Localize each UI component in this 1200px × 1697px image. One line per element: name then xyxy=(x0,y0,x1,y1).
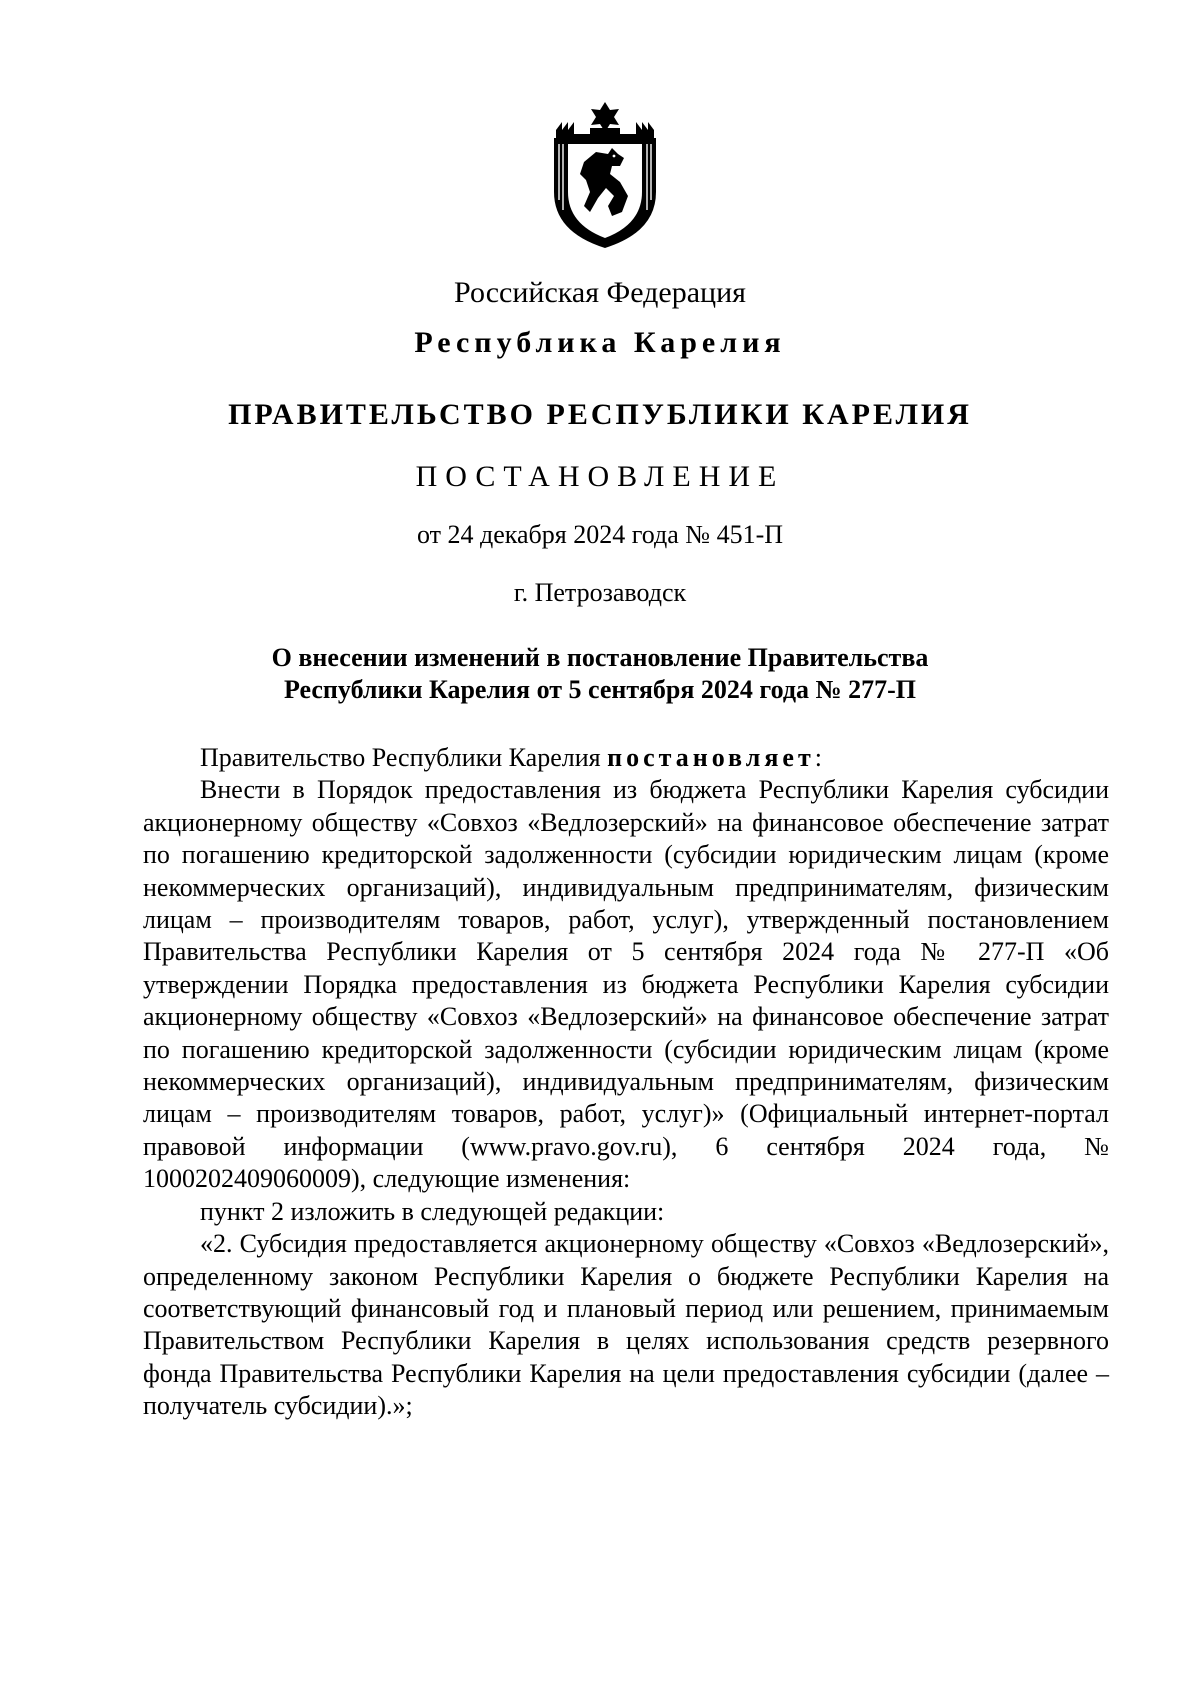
document-type: ПОСТАНОВЛЕНИЕ xyxy=(415,460,785,493)
document-city: г. Петрозаводск xyxy=(513,578,687,607)
body-paragraph-2: пункт 2 изложить в следующей редакции: xyxy=(200,1196,665,1226)
body-paragraph-3: «2. Субсидия предоставляется акционерному обществу «Совхоз «Ведлозерский», определенному законом Республики Карелия о бюджете Республики Карелия на соответствующий финансовый год и плановый период или решением, принимаемым Правительством Республики Карелия в целях использования средств резервного фонда Правительства Республики Карелия на цели предоставления субсидии (далее – получатель субсидии).»; xyxy=(143,1229,1109,1421)
document-body xyxy=(143,742,1109,1423)
intro-prefix: Правительство Республики Карелия xyxy=(200,743,608,772)
subject-line-1: О внесении изменений в постановление Правительства xyxy=(271,643,929,672)
document-subject xyxy=(0,642,1200,706)
republic-name: Республика Карелия xyxy=(414,326,786,359)
country-name: Российская Федерация xyxy=(454,276,746,309)
intro-suffix: : xyxy=(814,743,822,772)
government-title: ПРАВИТЕЛЬСТВО РЕСПУБЛИКИ КАРЕЛИЯ xyxy=(228,398,972,431)
intro-keyword: постановляет xyxy=(607,743,815,772)
karelia-coat-of-arms-icon xyxy=(550,100,660,250)
subject-line-2: Республики Карелия от 5 сентября 2024 года № 277-П xyxy=(284,675,916,704)
intro-paragraph xyxy=(143,742,1109,774)
document-date-number: от 24 декабря 2024 года № 451-П xyxy=(416,520,784,549)
body-paragraph-1: Внести в Порядок предоставления из бюджета Республики Карелия субсидии акционерному обществу «Совхоз «Ведлозерский» на финансовое обеспечение затрат по погашению кредиторской задолженности (субсидии юридическим лицам (кроме некоммерческих организаций), индивидуальным предпринимателям, физическим лицам – производителям товаров, работ, услуг), утвержденный постановлением Правительства Республики Карелия от 5 сентября 2024 года № 277-П «Об утверждении Порядка предоставления из бюджета Республики Карелия субсидии акционерному обществу «Совхоз «Ведлозерский» на финансовое обеспечение затрат по погашению кредиторской задолженности (субсидии юридическим лицам (кроме некоммерческих организаций), индивидуальным предпринимателям, физическим лицам – производителям товаров, работ, услуг)» (Официальный интернет-портал правовой информации (www.pravo.gov.ru), 6 сентября 2024 года, № 1000202409060009), следующие изменения: xyxy=(143,775,1109,1194)
